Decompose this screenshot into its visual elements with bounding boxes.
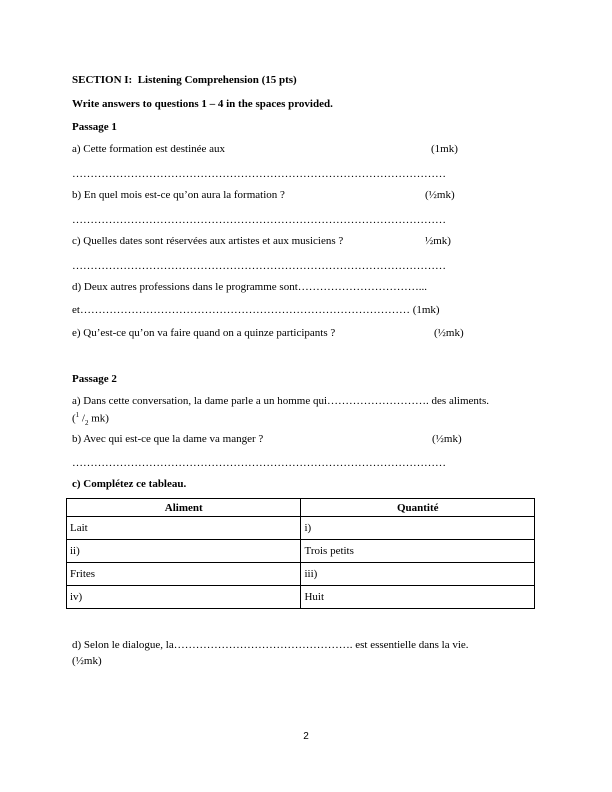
table-cell: iii) [301, 563, 535, 586]
p2-answer-line-b: ………………………………………………………………………………………… [72, 457, 446, 469]
p2-question-a-mark: ($^1$ $/_2$ mk) [72, 411, 109, 427]
p1-question-c-mark: ½mk) [425, 235, 451, 247]
table-cell: i) [301, 517, 535, 540]
food-quantity-table [66, 498, 535, 609]
table-cell: Trois petits [301, 540, 535, 563]
p2-question-d: d) Selon le dialogue, la…………………………………………. est essentielle dans la vie. [72, 639, 469, 651]
p2-question-b: b) Avec qui est-ce que la dame va manger ? [72, 433, 264, 445]
p2-question-c: c) Complétez ce tableau. [72, 478, 187, 490]
table-cell: Frites [67, 563, 301, 586]
passage1-title: Passage 1 [72, 121, 117, 133]
table-cell: ii) [67, 540, 301, 563]
p1-answer-line-c: ………………………………………………………………………………………… [72, 260, 446, 272]
table-cell: iv) [67, 586, 301, 609]
p1-question-b: b) En quel mois est-ce qu’on aura la formation ? [72, 189, 285, 201]
table-cell: Lait [67, 517, 301, 540]
table-row [67, 563, 535, 586]
p1-question-d: d) Deux autres professions dans le programme sont……………………………... [72, 281, 428, 293]
passage2-title: Passage 2 [72, 373, 117, 385]
section-title: SECTION I: Listening Comprehension (15 pts) [72, 74, 297, 86]
table-header-row [67, 499, 535, 517]
table-header-aliment: Aliment [67, 499, 301, 517]
table-cell: Huit [301, 586, 535, 609]
p1-question-d-cont: et……………………………………………………………………………… (1mk) [72, 304, 440, 316]
p1-question-e: e) Qu’est-ce qu’on va faire quand on a quinze participants ? [72, 327, 336, 339]
p1-question-c: c) Quelles dates sont réservées aux artistes et aux musiciens ? [72, 235, 344, 247]
p1-question-a: a) Cette formation est destinée aux [72, 143, 226, 155]
p1-question-a-mark: (1mk) [431, 143, 458, 155]
p1-answer-line-b: ………………………………………………………………………………………… [72, 214, 446, 226]
p2-question-d-mark: (½mk) [72, 655, 102, 667]
p2-question-a: a) Dans cette conversation, la dame parle a un homme qui………………………. des aliments. [72, 395, 489, 407]
table-header-quantite: Quantité [301, 499, 535, 517]
table-row [67, 517, 535, 540]
p1-question-b-mark: (½mk) [425, 189, 455, 201]
p2-question-b-mark: (½mk) [432, 433, 462, 445]
p1-question-e-mark: (½mk) [434, 327, 464, 339]
table-row [67, 586, 535, 609]
instructions: Write answers to questions 1 – 4 in the spaces provided. [72, 98, 333, 110]
table-row [67, 540, 535, 563]
p1-answer-line-a: ………………………………………………………………………………………… [72, 168, 446, 180]
page-number: 2 [303, 731, 309, 742]
